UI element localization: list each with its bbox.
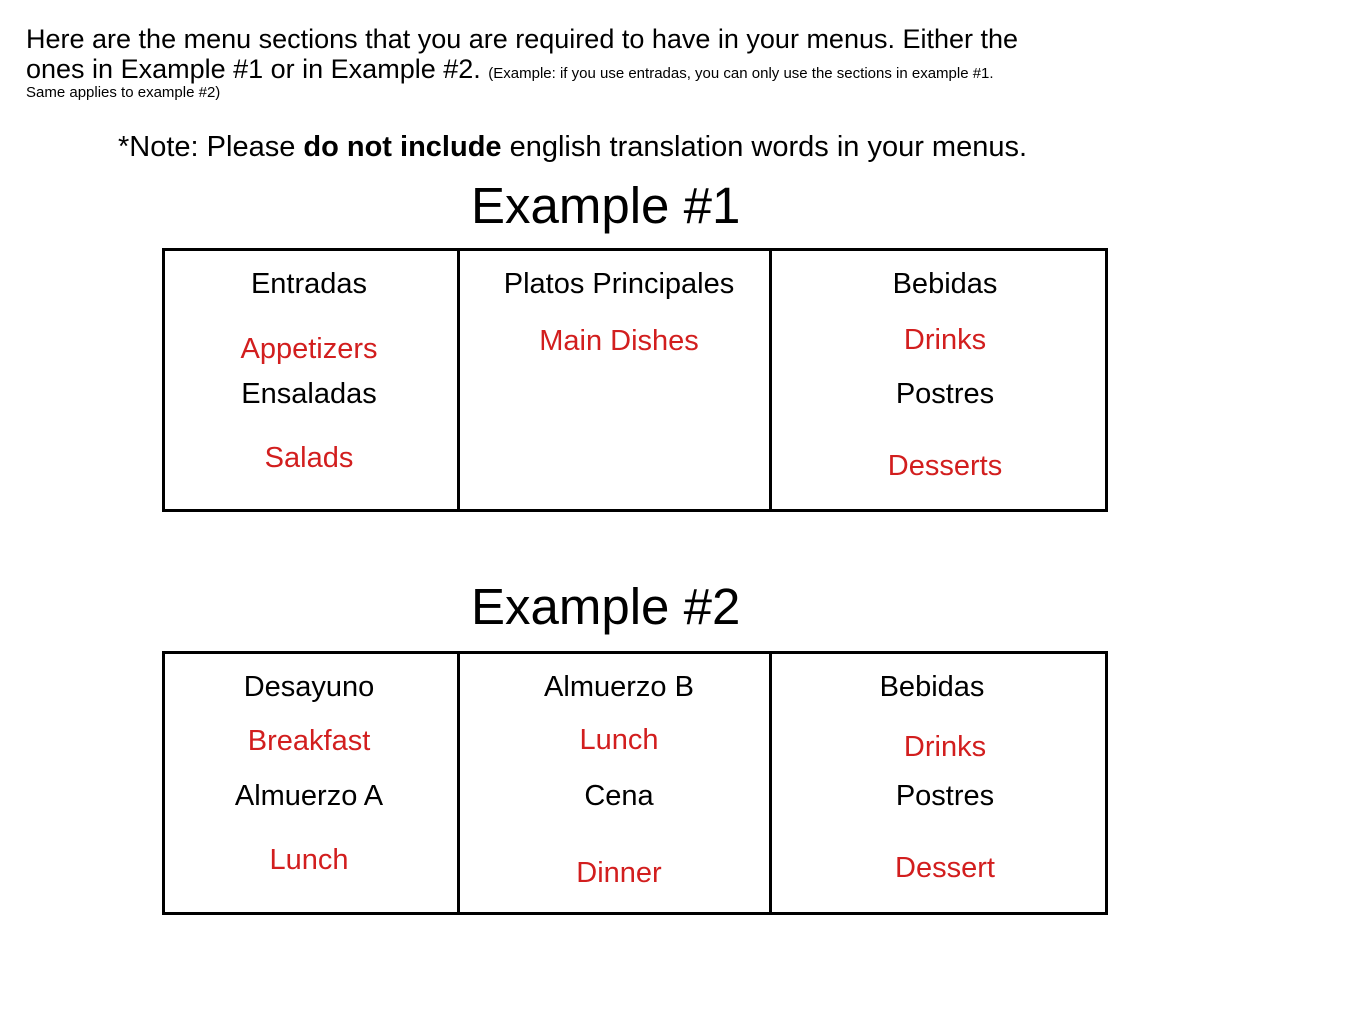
- column-divider: [457, 654, 460, 912]
- note-suffix: english translation words in your menus.: [501, 131, 1028, 163]
- example-2-table: [162, 651, 1108, 915]
- section-bebidas: Bebidas: [892, 268, 998, 300]
- example-1-table: [162, 248, 1108, 512]
- section-ensaladas: Ensaladas: [241, 378, 377, 410]
- section-almuerzo-a: Almuerzo A: [234, 780, 384, 812]
- section-postres: Postres: [895, 780, 995, 812]
- translation-note: [118, 130, 1027, 164]
- note-emphasis: do not include: [303, 131, 502, 163]
- translation-desserts: Desserts: [887, 450, 1003, 482]
- translation-drinks: Drinks: [903, 324, 987, 356]
- translation-drinks: Drinks: [903, 731, 987, 763]
- instructions-line-1: Here are the menu sections that you are required to have in your menus. Either the: [26, 24, 1019, 54]
- translation-appetizers: Appetizers: [240, 333, 378, 365]
- translation-lunch: Lunch: [579, 724, 659, 756]
- column-divider: [769, 251, 772, 509]
- translation-dinner: Dinner: [576, 857, 662, 889]
- section-desayuno: Desayuno: [243, 671, 375, 703]
- section-postres: Postres: [895, 378, 995, 410]
- section-cena: Cena: [584, 780, 654, 812]
- instructions-line-2-main: ones in Example #1 or in Example #2.: [26, 54, 481, 84]
- note-prefix: *Note: Please: [118, 131, 304, 163]
- column-divider: [457, 251, 460, 509]
- column-divider: [769, 654, 772, 912]
- section-bebidas: Bebidas: [879, 671, 985, 703]
- example-1-title: Example #1: [471, 177, 741, 234]
- example-2-title: Example #2: [471, 578, 741, 635]
- section-entradas: Entradas: [250, 268, 368, 300]
- instructions-line-3: Same applies to example #2): [26, 84, 221, 101]
- translation-lunch: Lunch: [269, 844, 349, 876]
- translation-main-dishes: Main Dishes: [539, 325, 699, 357]
- instructions: [26, 24, 1346, 89]
- instructions-line-2: [26, 54, 1346, 89]
- section-platos-principales: Platos Principales: [503, 268, 735, 300]
- translation-breakfast: Breakfast: [247, 725, 371, 757]
- translation-dessert: Dessert: [895, 852, 995, 884]
- section-almuerzo-b: Almuerzo B: [544, 671, 694, 703]
- translation-salads: Salads: [264, 442, 354, 474]
- instructions-line-2-aside: (Example: if you use entradas, you can only use the sections in example #1.: [488, 65, 994, 82]
